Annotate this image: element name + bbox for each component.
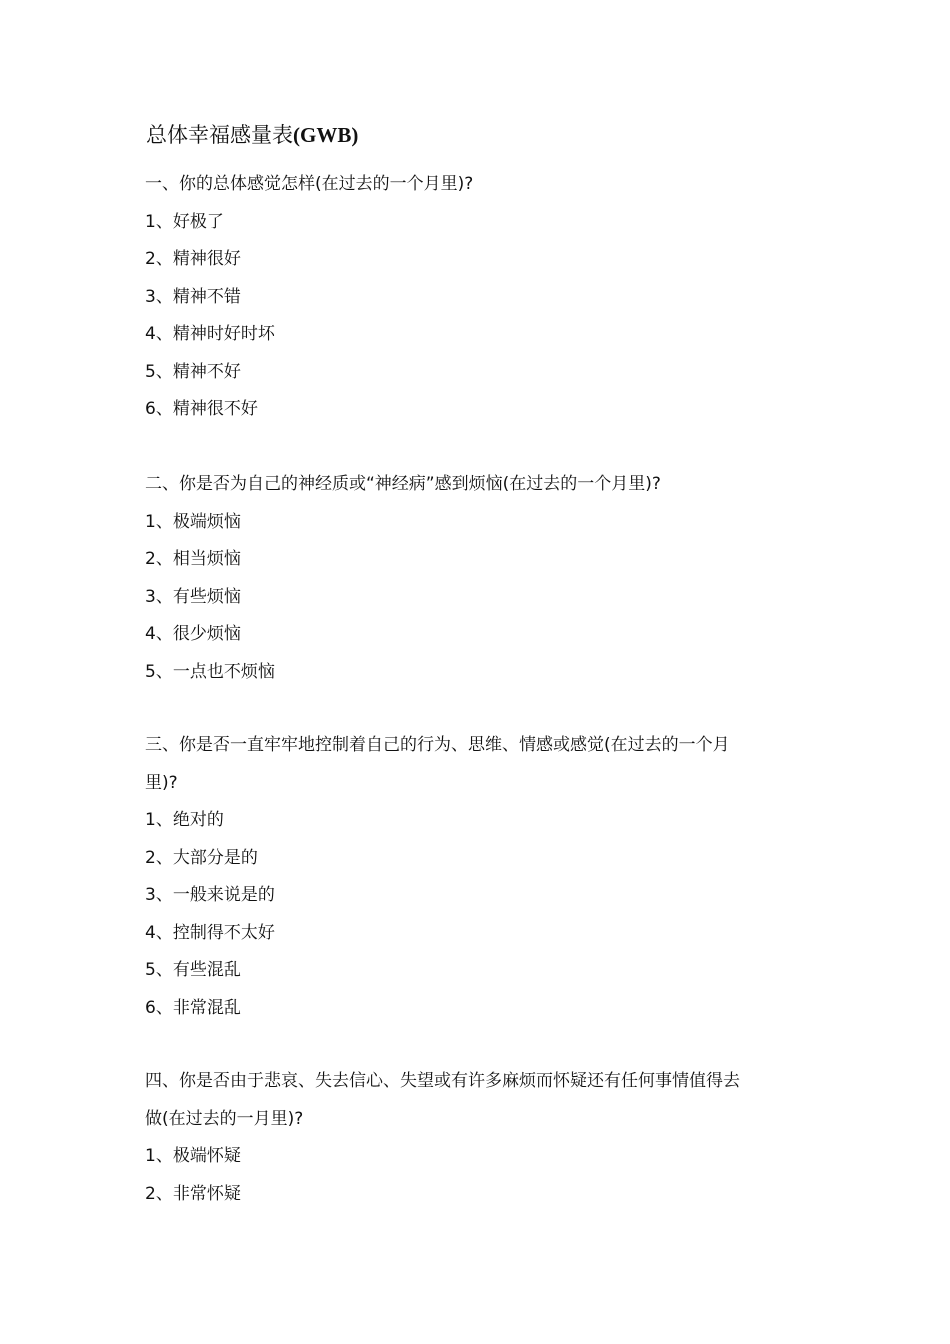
question-3-option-3: 3、一般来说是的 — [145, 885, 275, 905]
question-3-text-line-2: 里)? — [145, 772, 178, 793]
question-1-option-4: 4、精神时好时坏 — [145, 324, 275, 344]
question-2-option-1: 1、极端烦恼 — [145, 511, 241, 532]
question-3-option-4: 4、控制得不太好 — [145, 922, 275, 943]
question-1-option-1: 1、好极了 — [145, 211, 224, 232]
title-abbreviation: (GWB) — [293, 123, 359, 147]
question-4-text-line-2: 做(在过去的一月里)? — [145, 1108, 304, 1129]
question-1-text: 一、你的总体感觉怎样(在过去的一个月里)? — [145, 174, 474, 194]
question-2-option-5: 5、一点也不烦恼 — [145, 661, 275, 682]
question-3-option-6: 6、非常混乱 — [145, 997, 241, 1018]
question-4-option-1: 1、极端怀疑 — [145, 1146, 241, 1166]
question-1-option-5: 5、精神不好 — [145, 361, 241, 382]
question-1-option-2: 2、精神很好 — [145, 249, 241, 269]
question-3-option-2: 2、大部分是的 — [145, 847, 258, 868]
title-chinese: 总体幸福感量表 — [146, 123, 293, 147]
question-2-option-4: 4、很少烦恼 — [145, 624, 241, 644]
question-3-text-line-1: 三、你是否一直牢牢地控制着自己的行为、思维、情感或感觉(在过去的一个月 — [145, 735, 730, 755]
question-4-option-2: 2、非常怀疑 — [145, 1183, 241, 1204]
question-2-option-3: 3、有些烦恼 — [145, 586, 241, 607]
question-3-option-1: 1、绝对的 — [145, 810, 224, 830]
question-1-option-6: 6、精神很不好 — [145, 399, 258, 419]
question-3-option-5: 5、有些混乱 — [145, 960, 241, 980]
question-1-option-3: 3、精神不错 — [145, 286, 241, 307]
question-4-text-line-1: 四、你是否由于悲哀、失去信心、失望或有许多麻烦而怀疑还有任何事情值得去 — [145, 1071, 740, 1091]
question-2-text: 二、你是否为自己的神经质或“神经病”感到烦恼(在过去的一个月里)? — [145, 474, 661, 494]
document-title — [146, 120, 358, 150]
question-2-option-2: 2、相当烦恼 — [145, 549, 241, 569]
